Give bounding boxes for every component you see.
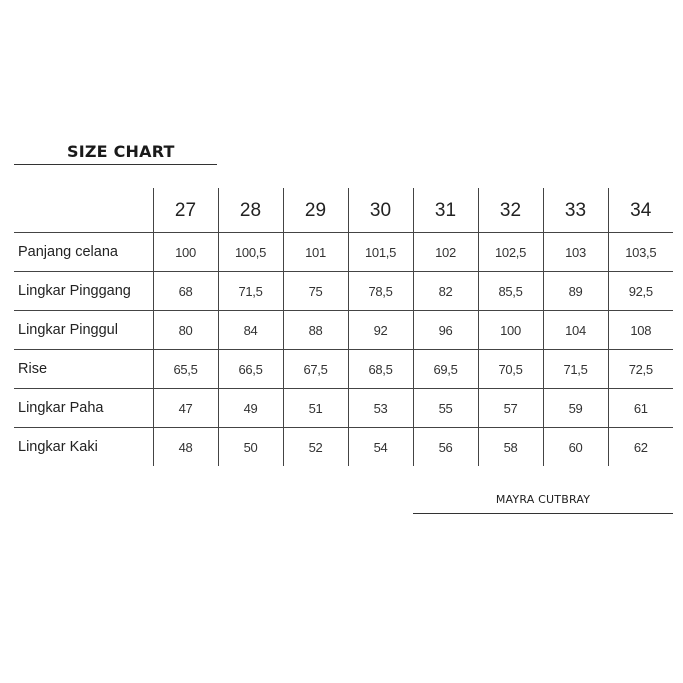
measurement-cell: 104 (543, 311, 608, 350)
measurement-cell: 59 (543, 389, 608, 428)
measurement-cell: 48 (153, 428, 218, 467)
measurement-cell: 85,5 (478, 272, 543, 311)
measurement-cell: 101 (283, 233, 348, 272)
measurement-cell: 68 (153, 272, 218, 311)
measurement-cell: 47 (153, 389, 218, 428)
product-name-underline (413, 513, 673, 514)
measurement-cell: 58 (478, 428, 543, 467)
measurement-cell: 66,5 (218, 350, 283, 389)
measurement-cell: 62 (608, 428, 673, 467)
size-header-cell: 28 (218, 188, 283, 233)
row-label: Lingkar Pinggul (14, 311, 153, 350)
measurement-cell: 71,5 (218, 272, 283, 311)
measurement-cell: 108 (608, 311, 673, 350)
measurement-cell: 80 (153, 311, 218, 350)
row-label: Lingkar Kaki (14, 428, 153, 467)
size-header-cell: 33 (543, 188, 608, 233)
size-header-cell: 27 (153, 188, 218, 233)
size-header-cell: 34 (608, 188, 673, 233)
measurement-cell: 61 (608, 389, 673, 428)
measurement-cell: 84 (218, 311, 283, 350)
size-header-cell: 30 (348, 188, 413, 233)
measurement-cell: 89 (543, 272, 608, 311)
measurement-cell: 60 (543, 428, 608, 467)
product-name: MAYRA CUTBRAY (495, 493, 591, 506)
measurement-cell: 69,5 (413, 350, 478, 389)
measurement-cell: 100,5 (218, 233, 283, 272)
measurement-cell: 88 (283, 311, 348, 350)
measurement-cell: 100 (153, 233, 218, 272)
measurement-cell: 51 (283, 389, 348, 428)
table-row (14, 428, 673, 467)
measurement-cell: 100 (478, 311, 543, 350)
measurement-cell: 92,5 (608, 272, 673, 311)
size-header-cell: 32 (478, 188, 543, 233)
row-label: Panjang celana (14, 233, 153, 272)
measurement-cell: 78,5 (348, 272, 413, 311)
header-corner-cell (14, 188, 153, 233)
size-header-cell: 31 (413, 188, 478, 233)
page-title: SIZE CHART (67, 142, 175, 161)
table-row (14, 350, 673, 389)
measurement-cell: 50 (218, 428, 283, 467)
measurement-cell: 75 (283, 272, 348, 311)
table-row (14, 311, 673, 350)
measurement-cell: 92 (348, 311, 413, 350)
measurement-cell: 103,5 (608, 233, 673, 272)
size-chart-table (14, 188, 673, 466)
measurement-cell: 54 (348, 428, 413, 467)
measurement-cell: 49 (218, 389, 283, 428)
measurement-cell: 101,5 (348, 233, 413, 272)
measurement-cell: 72,5 (608, 350, 673, 389)
measurement-cell: 96 (413, 311, 478, 350)
measurement-cell: 68,5 (348, 350, 413, 389)
size-header-row (14, 188, 673, 233)
row-label: Lingkar Paha (14, 389, 153, 428)
row-label: Lingkar Pinggang (14, 272, 153, 311)
measurement-cell: 82 (413, 272, 478, 311)
measurement-cell: 102 (413, 233, 478, 272)
table-row (14, 272, 673, 311)
measurement-cell: 103 (543, 233, 608, 272)
measurement-cell: 65,5 (153, 350, 218, 389)
table-row (14, 389, 673, 428)
row-label: Rise (14, 350, 153, 389)
measurement-cell: 55 (413, 389, 478, 428)
measurement-cell: 102,5 (478, 233, 543, 272)
size-header-cell: 29 (283, 188, 348, 233)
measurement-cell: 70,5 (478, 350, 543, 389)
measurement-cell: 56 (413, 428, 478, 467)
measurement-cell: 71,5 (543, 350, 608, 389)
measurement-cell: 53 (348, 389, 413, 428)
title-underline (14, 164, 217, 165)
measurement-cell: 67,5 (283, 350, 348, 389)
measurement-cell: 57 (478, 389, 543, 428)
table-row (14, 233, 673, 272)
measurement-cell: 52 (283, 428, 348, 467)
